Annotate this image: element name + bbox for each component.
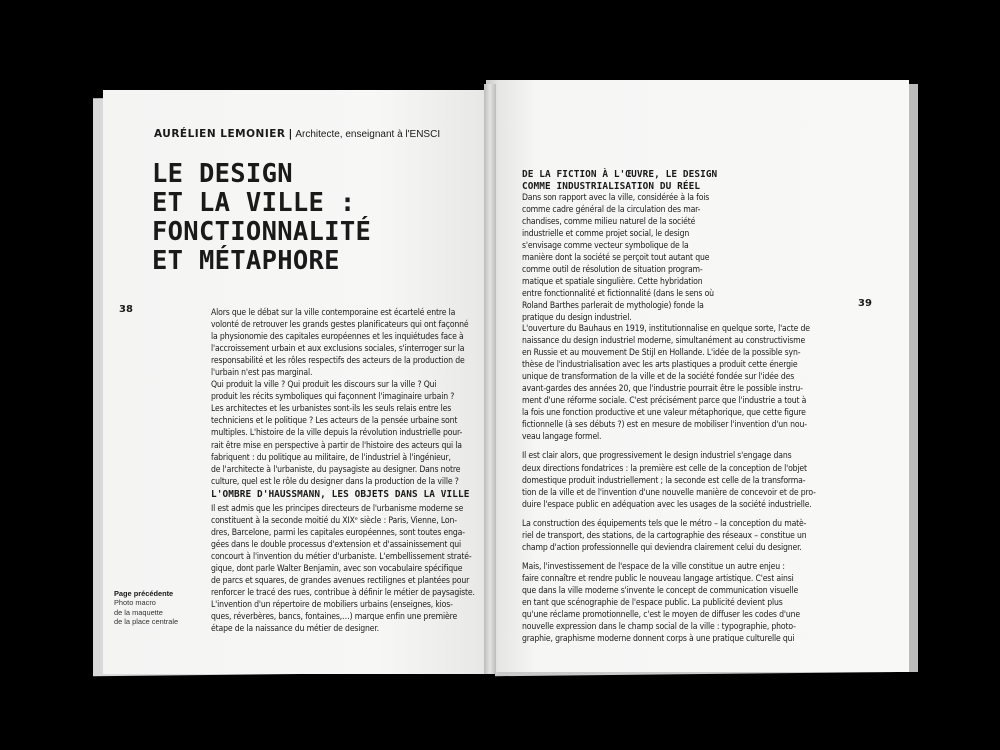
page-number-left: 38	[119, 304, 133, 315]
text-line: de parcs et squares, de grandes avenues rectilignes et plantées pour	[211, 576, 470, 587]
text-line: La construction des équipements tels que le métro – la conception du matè-	[522, 518, 807, 529]
text-line: Mais, l'investissement de l'espace de la ville constitue un autre enjeu :	[522, 561, 785, 572]
text-line: fictionnelle (à ses débuts ?) est en mesure de mobiliser l'invention d'un nou-	[522, 420, 807, 431]
paragraph-2	[522, 323, 816, 443]
text-line: nouvelle expression dans le champ social de la ville : typographie, photo-	[522, 622, 796, 633]
text-line: manière dont la société se perçoit tout autant que	[522, 253, 710, 264]
text-line: en Russie et au mouvement De Stijl en Hollande. L'idée de la possible syn-	[522, 348, 801, 359]
author-separator: |	[288, 128, 293, 140]
text-line: Dans son rapport avec la ville, considérée à la fois	[522, 193, 710, 203]
text-line: entre fonctionnalité et fictionnalité (dans le sens où	[522, 289, 714, 300]
section-paragraph	[211, 503, 475, 636]
text-line: qu'une réclame promotionnelle, c'est le moyen de diffuser les codes d'une	[522, 610, 800, 621]
text-line: veau langage formel.	[522, 432, 602, 443]
title-line: ET LA VILLE :	[152, 188, 356, 218]
text-line: la fois une fonction productive et une valeur métaphorique, que cette figure	[522, 408, 806, 419]
text-line: domestique produit industriellement ; la seconde est celle de la transforma-	[522, 475, 806, 486]
heading-line: COMME INDUSTRIALISATION DU RÉEL	[522, 180, 701, 192]
text-line: fabriquent : du politique au militaire, de l'industriel à l'ingénieur,	[211, 452, 451, 463]
title-line: LE DESIGN	[152, 159, 293, 189]
text-line: chandises, comme milieu naturel de la société	[522, 217, 696, 228]
intro-paragraph	[211, 307, 469, 488]
text-line: avant-gardes des années 20, que l'industrie pourrait être le possible instru-	[522, 384, 803, 395]
heading-line: DE LA FICTION À L'ŒUVRE, LE DESIGN	[522, 169, 718, 180]
text-line: de l'architecte à l'urbaniste, du paysagiste au designer. Dans notre	[211, 464, 461, 475]
title-line: ET MÉTAPHORE	[152, 246, 340, 276]
text-line: comme cadre général de la circulation des mar-	[522, 205, 701, 216]
text-line: faire connaître et rendre public le nouveau langage artistique. C'est ainsi	[522, 573, 794, 584]
text-line: naissance du design industriel moderne, simultanément au constructivisme	[522, 336, 806, 347]
text-line: rait être mise en perspective à partir de l'histoire des acteurs qui la	[211, 440, 462, 451]
text-line: s'envisage comme vecteur symbolique de la	[522, 241, 689, 252]
author-name: AURÉLIEN LEMONIER	[154, 128, 286, 140]
text-line: unique de transformation de la ville et de la société fondée sur l'idée des	[522, 372, 795, 383]
section-heading: L'OMBRE D'HAUSSMANN, LES OBJETS DANS LA VILLE	[211, 489, 470, 500]
paragraphs-block	[522, 323, 816, 645]
text-line: Alors que le débat sur la ville contemporaine est écartelé entre la	[211, 308, 456, 318]
text-line: Qui produit la ville ? Qui produit les discours sur la ville ? Qui	[211, 380, 437, 391]
right-section-heading	[522, 169, 717, 192]
text-line: multiples. L'histoire de la ville depuis la révolution industrielle pour-	[211, 428, 463, 439]
text-line: thèse de l'industrialisation avec les arts plastiques a produit cette énergie	[522, 360, 798, 371]
text-line: techniciens et le politique ? Les acteurs de la pensée urbaine sont	[211, 416, 458, 427]
text-line: ment d'une réforme sociale. C'est précisément parce que l'industrie a tout à	[522, 396, 807, 407]
text-line: gique, dont parle Walter Benjamin, avec son vocabulaire spécifique	[211, 564, 463, 575]
page-number-right: 39	[858, 298, 872, 309]
text-line: dres, Barcelone, parmi les capitales européennes, sont toutes enga-	[211, 528, 465, 539]
text-line: l'urbain n'est pas marginal.	[211, 368, 313, 379]
text-line: constituent à la seconde moitié du XIXᵉ siècle : Paris, Vienne, Lon-	[211, 516, 457, 527]
text-line: riel de transport, des stations, de la cartographie des réseaux – constitue un	[522, 530, 807, 541]
text-line: industrielle et comme projet social, le design	[522, 229, 690, 240]
text-line: volonté de retrouver les grands gestes planificateurs qui ont façonné	[211, 320, 469, 331]
text-line: renforcer le tracé des rues, contribue à définir le métier de paysagiste.	[211, 588, 475, 599]
text-line: en tant que scénographie de l'espace public. La publicité devient plus	[522, 597, 783, 608]
author-line	[154, 128, 440, 140]
text-line: que dans la ville moderne s'invente le concept de communication visuelle	[522, 585, 799, 596]
text-line: pratique du design industriel.	[522, 313, 632, 324]
text-line: L'invention d'un répertoire de mobiliers urbains (enseignes, kios-	[211, 600, 453, 611]
author-role: Architecte, enseignant à l'ENSCI	[295, 129, 441, 140]
paragraph-3	[522, 450, 816, 510]
text-line: Les architectes et les urbanistes sont-ils les seuls relais entre les	[211, 404, 452, 415]
text-line: Il est admis que les principes directeurs de l'urbanisme moderne se	[211, 504, 464, 514]
text-line: étape de la naissance du métier de designer.	[211, 624, 379, 635]
side-note-line: de la place centrale	[114, 616, 179, 626]
text-line: culture, quel est le rôle du designer dans la production de la ville ?	[211, 476, 459, 487]
text-line: ques, réverbères, bancs, fontaines,…) marque enfin une première	[211, 612, 458, 623]
text-line: deux directions fondatrices : la première est celle de la conception de l'objet	[522, 463, 807, 474]
book-gutter	[484, 84, 496, 674]
side-note-line: de la maquette	[114, 607, 163, 617]
text-line: concourt à l'invention du métier d'urbaniste. L'embellissement straté-	[211, 552, 472, 563]
title-line: FONCTIONNALITÉ	[152, 217, 372, 247]
text-line: la physionomie des capitales européennes et les inquiétudes face à	[211, 332, 464, 343]
text-line: gées dans le double processus d'extension et d'assainissement qui	[211, 540, 462, 551]
paragraph-4	[522, 518, 816, 554]
text-line: responsabilité et les rôles respectifs des acteurs de la production de	[211, 356, 465, 367]
text-line: comme outil de résolution de situation program-	[522, 265, 703, 276]
text-line: graphie, graphisme moderne donnent corps à une pratique culturelle qui	[522, 634, 795, 645]
side-note	[114, 589, 178, 626]
article-title	[152, 160, 452, 276]
paragraph-5	[522, 561, 816, 645]
text-line: Il est clair alors, que progressivement le design industriel s'engage dans	[522, 451, 792, 462]
text-line: champ d'action professionnelle qui deviendra clairement celui du designer.	[522, 542, 802, 553]
text-line: duire l'espace public en adéquation avec les usages de la société industrielle.	[522, 499, 812, 510]
text-line: l'accroissement urbain et aux exclusions sociales, s'interroger sur la	[211, 344, 465, 355]
side-note-title: Page précédente	[114, 589, 174, 598]
text-line: matique et spatiale singulière. Cette hybridation	[522, 277, 703, 288]
text-line: tion de la ville et de l'invention d'une nouvelle manière de concevoir et de pro-	[522, 487, 816, 498]
side-note-line: Photo macro	[114, 598, 156, 608]
text-line: produit les récits symboliques qui façonnent l'imaginaire urbain ?	[211, 392, 455, 403]
text-line: Roland Barthes parlerait de mythologie) fonde la	[522, 301, 704, 312]
paragraph-1	[522, 192, 714, 325]
text-line: L'ouverture du Bauhaus en 1919, institutionnalise en quelque sorte, l'acte de	[522, 324, 810, 334]
